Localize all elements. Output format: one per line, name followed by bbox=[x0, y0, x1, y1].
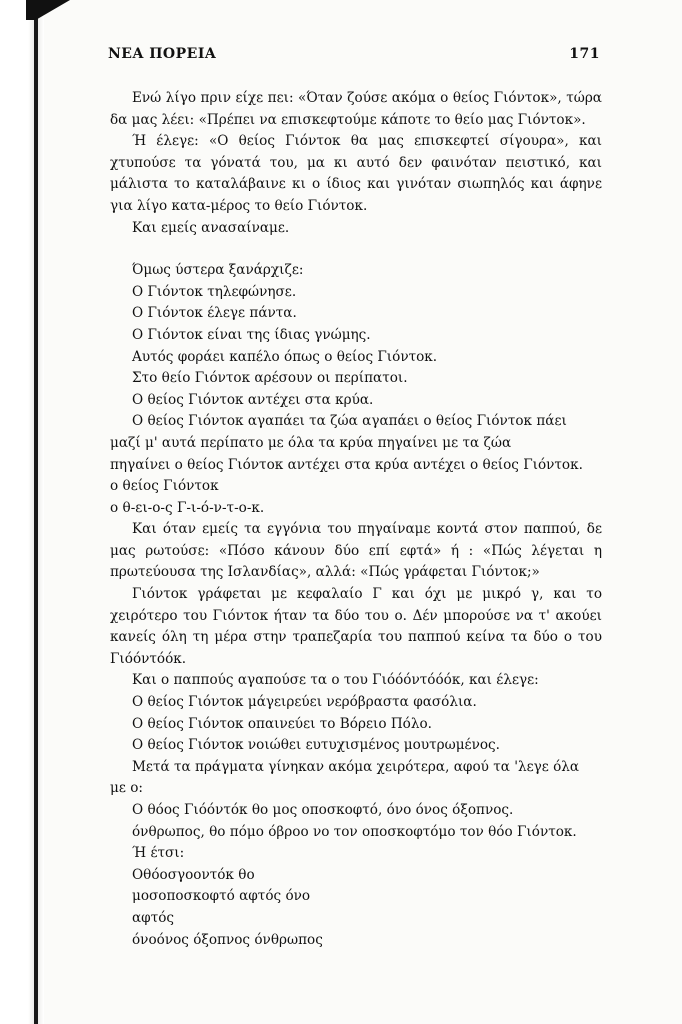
text-line: Ο θείος Γιόντοκ μάγειρεύει νερόβραστα φασόλια. bbox=[132, 694, 477, 711]
text-line: όνοόνος όξοπνος όνθρωπος bbox=[132, 931, 323, 948]
paragraph: Γιόντοκ γράφεται με κεφαλαίο Γ και όχι με μικρό γ, και το χειρότερο του Γιόντοκ ήταν τα δύο του ο. Δέν μπορούσε να τ' ακούει κανείς όλη τη μέρα στην τραπεζαρία του παππού κείνα τα δύο ο του Γιόόντόόκ. bbox=[110, 586, 602, 667]
paragraph: Ενώ λίγο πριν είχε πει: «Όταν ζούσε ακόμα ο θείος Γιόντοκ», τώρα δα μας λέει: «Πρέπει να επισκεφτούμε κάποτε το θείο μας Γιόντοκ». bbox=[110, 90, 602, 128]
text-line: μοσοποσκοφτό αφτός όνο bbox=[132, 888, 311, 905]
text-line: όνθρωπος, θο πόμο όβροο νο τον οποσκοφτόμο τον θόο Γιόντοκ. bbox=[132, 823, 577, 840]
text-line: Ο θείος Γιόντοκ αντέχει στα κρύα. bbox=[132, 391, 374, 408]
text-line: Ή έτσι: bbox=[132, 845, 185, 862]
text-line: Μετά τα πράγματα γίνηκαν ακόμα χειρότερα, αφού τα 'λεγε όλα bbox=[132, 758, 580, 775]
text-line: Οθόοσγοοντόκ θο bbox=[132, 866, 255, 883]
text-line: Ο Γιόντοκ είναι της ίδιας γνώμης. bbox=[132, 326, 371, 343]
text-line: αφτός bbox=[132, 909, 175, 926]
text-line: Ο Γιόντοκ τηλεφώνησε. bbox=[132, 283, 297, 300]
text-line: ο θ-ει-ο-ς Γ-ι-ό-ν-τ-ο-κ. bbox=[110, 499, 265, 516]
page-body bbox=[110, 88, 602, 951]
paragraph: Και όταν εμείς τα εγγόνια του πηγαίναμε κοντά στον παππού, δε μας ρωτούσε: «Πόσο κάνουν δύο επί εφτά» ή : «Πώς λέγεται η πρωτεύουσα της Ισλανδίας», αλλά: «Πώς γράφεται Γιόντοκ;» bbox=[110, 521, 602, 581]
text-line: Όμως ύστερα ξανάρχιζε: bbox=[132, 262, 304, 279]
text-line: Ο θόος Γιόόντόκ θο μος οποσκοφτό, όνο όνος όξοπνος. bbox=[132, 802, 514, 818]
book-binding-edge bbox=[34, 0, 38, 1024]
text-line: μαζί μ' αυτά περίπατο με όλα τα κρύα πηγαίνει με τα ζώα bbox=[110, 434, 512, 451]
stanza-break bbox=[110, 239, 602, 260]
page-number: 171 bbox=[569, 46, 600, 62]
text-line: Ο Γιόντοκ έλεγε πάντα. bbox=[132, 305, 297, 322]
text-line: με ο: bbox=[110, 780, 143, 797]
text-line: πηγαίνει ο θείος Γιόντοκ αντέχει στα κρύα αντέχει ο θείος Γιόντοκ. bbox=[110, 456, 583, 473]
text-line: Ο θείος Γιόντοκ αγαπάει τα ζώα αγαπάει ο θείος Γιόντοκ πάει bbox=[132, 413, 567, 430]
paragraph: Ή έλεγε: «Ο θείος Γιόντοκ θα μας επισκεφτεί σίγουρα», και χτυπούσε τα γόνατά του, μα κι αυτό δεν φαινόταν πειστικό, και μάλιστα το καταλάβαινε κι ο ίδιος και γινόταν σιωπηλός και άφηνε για λίγο κατα-μέρος το θείο Γιόντοκ. bbox=[110, 133, 602, 214]
running-title: ΝΕΑ ΠΟΡΕΙΑ bbox=[108, 46, 217, 62]
text-line: Ο θείος Γιόντοκ οπαινεύει το Βόρειο Πόλο. bbox=[132, 715, 432, 732]
text-line: Ο θείος Γιόντοκ νοιώθει ευτυχισμένος μουτρωμένος. bbox=[132, 737, 500, 754]
text-line: Αυτός φοράει καπέλο όπως ο θείος Γιόντοκ. bbox=[132, 348, 438, 365]
text-line: Και εμείς ανασαίναμε. bbox=[132, 219, 290, 236]
text-line: Και ο παππούς αγαπούσε τα ο του Γιόόόντόόόκ, και έλεγε: bbox=[132, 672, 539, 689]
text-line: ο θείος Γιόντοκ bbox=[110, 478, 219, 495]
text-line: Στο θείο Γιόντοκ αρέσουν οι περίπατοι. bbox=[132, 370, 408, 387]
page-corner-mark bbox=[26, 0, 70, 20]
